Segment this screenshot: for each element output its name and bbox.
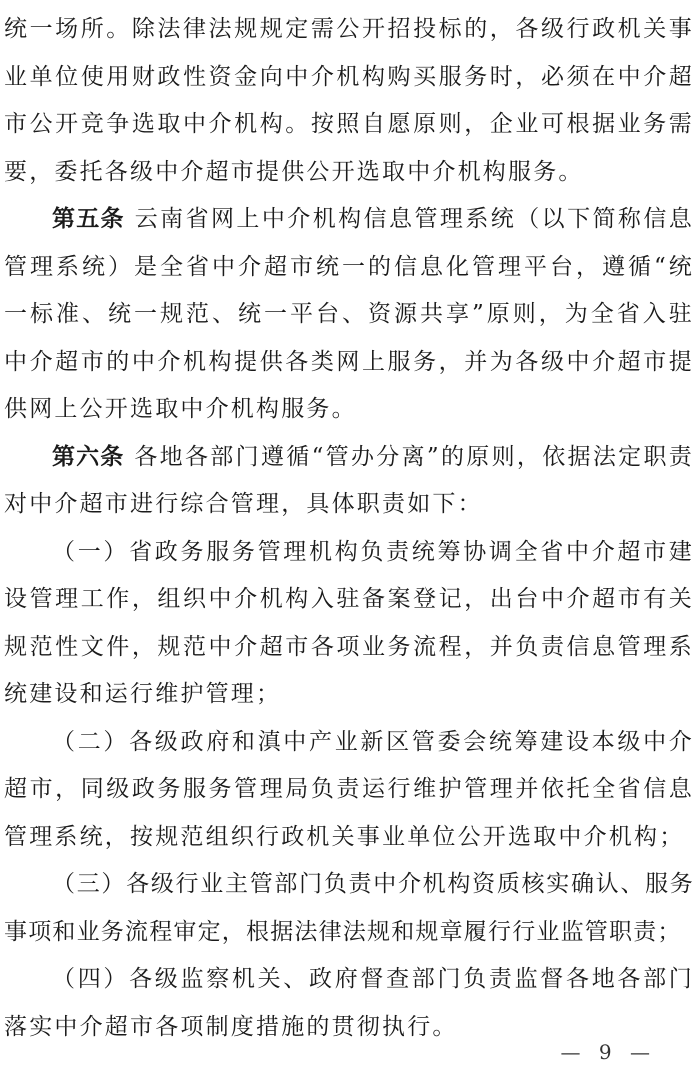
- article-5-text: 云南省网上中介机构信息管理系统（以下简称信息管理系统）是全省中介超市统一的信息化管理平台，遵循“统一标准、统一规范、统一平台、资源共享”原则，为全省入驻中介超市的中介机构提供各类网上服务，并为各级中介超市提供网上公开选取中介机构服务。: [4, 206, 694, 422]
- article-6-paragraph: [4, 434, 694, 529]
- page-number: — 9 —: [560, 1040, 656, 1064]
- article-6-label: 第六条: [52, 443, 125, 470]
- article-5-label: 第五条: [52, 206, 125, 232]
- duty-item-1: [4, 529, 694, 719]
- article-6-text: 各地各部门遵循“管办分离”的原则，依据法定职责对中介超市进行综合管理，具体职责如下：: [4, 443, 695, 517]
- article-5-paragraph: [4, 196, 694, 434]
- document-body: [4, 6, 694, 1051]
- duty-item-3: [4, 861, 694, 956]
- paragraph-continuation: [4, 6, 694, 196]
- duty-item-2-text: （二）各级政府和滇中产业新区管委会统筹建设本级中介超市，同级政务服务管理局负责运行维护管理并依托全省信息管理系统，按规范组织行政机关事业单位公开选取中介机构；: [4, 728, 694, 850]
- duty-item-2: [4, 719, 694, 862]
- duty-item-3-text: （三）各级行业主管部门负责中介机构资质核实确认、服务事项和业务流程审定，根据法律法规和规章履行行业监管职责；: [4, 871, 694, 945]
- duty-item-4-text: （四）各级监察机关、政府督查部门负责监督各地各部门落实中介超市各项制度措施的贯彻执行。: [4, 966, 694, 1040]
- duty-item-4: [4, 956, 694, 1051]
- paragraph-text: 统一场所。除法律法规规定需公开招投标的，各级行政机关事业单位使用财政性资金向中介机构购买服务时，必须在中介超市公开竞争选取中介机构。按照自愿原则，企业可根据业务需要，委托各级中介超市提供公开选取中介机构服务。: [4, 16, 694, 185]
- duty-item-1-text: （一）省政务服务管理机构负责统筹协调全省中介超市建设管理工作，组织中介机构入驻备案登记，出台中介超市有关规范性文件，规范中介超市各项业务流程，并负责信息管理系统建设和运行维护管理；: [4, 538, 694, 707]
